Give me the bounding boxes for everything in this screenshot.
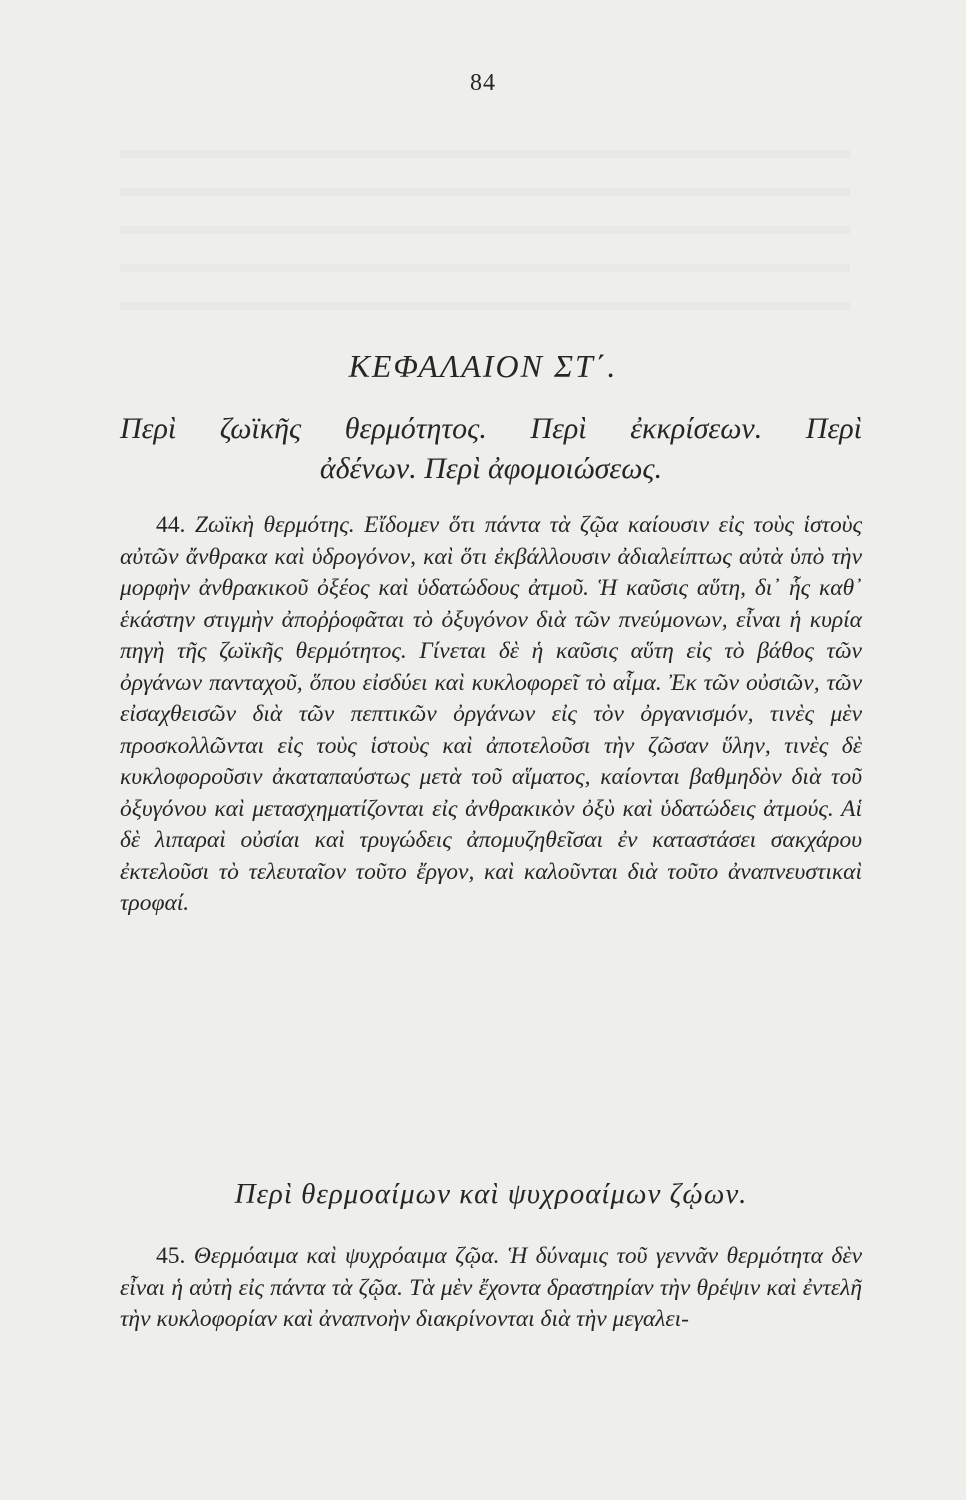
section-44 — [120, 510, 862, 920]
chapter-title: ΚΕΦΑΛΑΙΟΝ ΣΤ΄. — [348, 348, 618, 384]
section-number: 44. — [156, 512, 186, 538]
page-number: 84 — [470, 70, 496, 96]
section-body: Ἡ δύναμις τοῦ γεννᾶν θερμότητα δὲν εἶναι ἡ αὐτὴ εἰς πάντα τὰ ζῷα. Τὰ μὲν ἔχοντα δραστηρίαν τὴν θρέψιν καὶ ἐντελῆ τὴν κυκλοφορίαν καὶ ἀναπνοὴν διακρίνονται διὰ τὴν μεγαλει- — [120, 1243, 863, 1332]
section-body: Εἴδομεν ὅτι πάντα τὰ ζῷα καίουσιν εἰς τοὺς ἱστοὺς αὐτῶν ἄνθρακα καὶ ὑδρογόνον, καὶ ὅτι ἐκβάλλουσιν ἀδιαλείπτως αὐτὰ ὑπὸ τὴν μορφὴν ἀνθρακικοῦ ὀξέος καὶ ὑδατώδους ἀτμοῦ. Ἡ καῦσις αὕτη, δι᾿ ἧς καθ᾿ ἑκάστην στιγμὴν ἀποῤῥοφᾶται τὸ ὀξυγόνον διὰ τῶν πνεύμονων, εἶναι ἡ κυρία πηγὴ τῆς ζωϊκῆς θερμότητος. Γίνεται δὲ ἡ καῦσις αὕτη εἰς τὸ βάθος τῶν ὀργάνων πανταχοῦ, ὅπου εἰσδύει καὶ κυκλοφορεῖ τὸ αἷμα. Ἐκ τῶν οὐσιῶν, τῶν εἰσαχθεισῶν διὰ τῶν πεπτικῶν ὀργάνων εἰς τὸν ὀργανισμόν, τινὲς μὲν προσκολλῶνται εἰς τοὺς ἱστοὺς καὶ ἀποτελοῦσι τὴν ζῶσαν ὕλην, τινὲς δὲ κυκλοφοροῦσιν ἀκαταπαύστως μετὰ τοῦ αἵματος, καίονται βαθμηδὸν διὰ τοῦ ὀξυγόνου καὶ μετασχηματίζονται εἰς ἀνθρακικὸν ὀξὺ καὶ ὑδατώδεις ἀτμούς. Αἱ δὲ λιπαραὶ οὐσίαι καὶ τρυγώδεις ἀπομυζηθεῖσαι ἐν καταστάσει σακχάρου ἐκτελοῦσι τὸ τελευταῖον τοῦτο ἔργον, καὶ καλοῦνται διὰ τοῦτο ἀναπνευστικαὶ τροφαί. — [120, 512, 863, 916]
section-number: 45. — [156, 1243, 186, 1269]
section-45 — [120, 1241, 862, 1336]
section-heading: Ζωϊκὴ θερμότης. — [194, 512, 355, 538]
show-through-background — [120, 120, 850, 310]
section-heading: Θερμόαιμα καὶ ψυχρόαιμα ζῷα. — [193, 1243, 500, 1269]
subsection-heading: Περὶ θερμοαίμων καὶ ψυχροαίμων ζῴων. — [234, 1178, 748, 1210]
chapter-subtitle-line-2: ἀδένων. Περὶ ἀφομοιώσεως. — [319, 452, 663, 485]
chapter-subtitle-line-1: Περὶ ζωϊκῆς θερμότητος. Περὶ ἐκκρίσεων. Περὶ — [120, 412, 862, 445]
